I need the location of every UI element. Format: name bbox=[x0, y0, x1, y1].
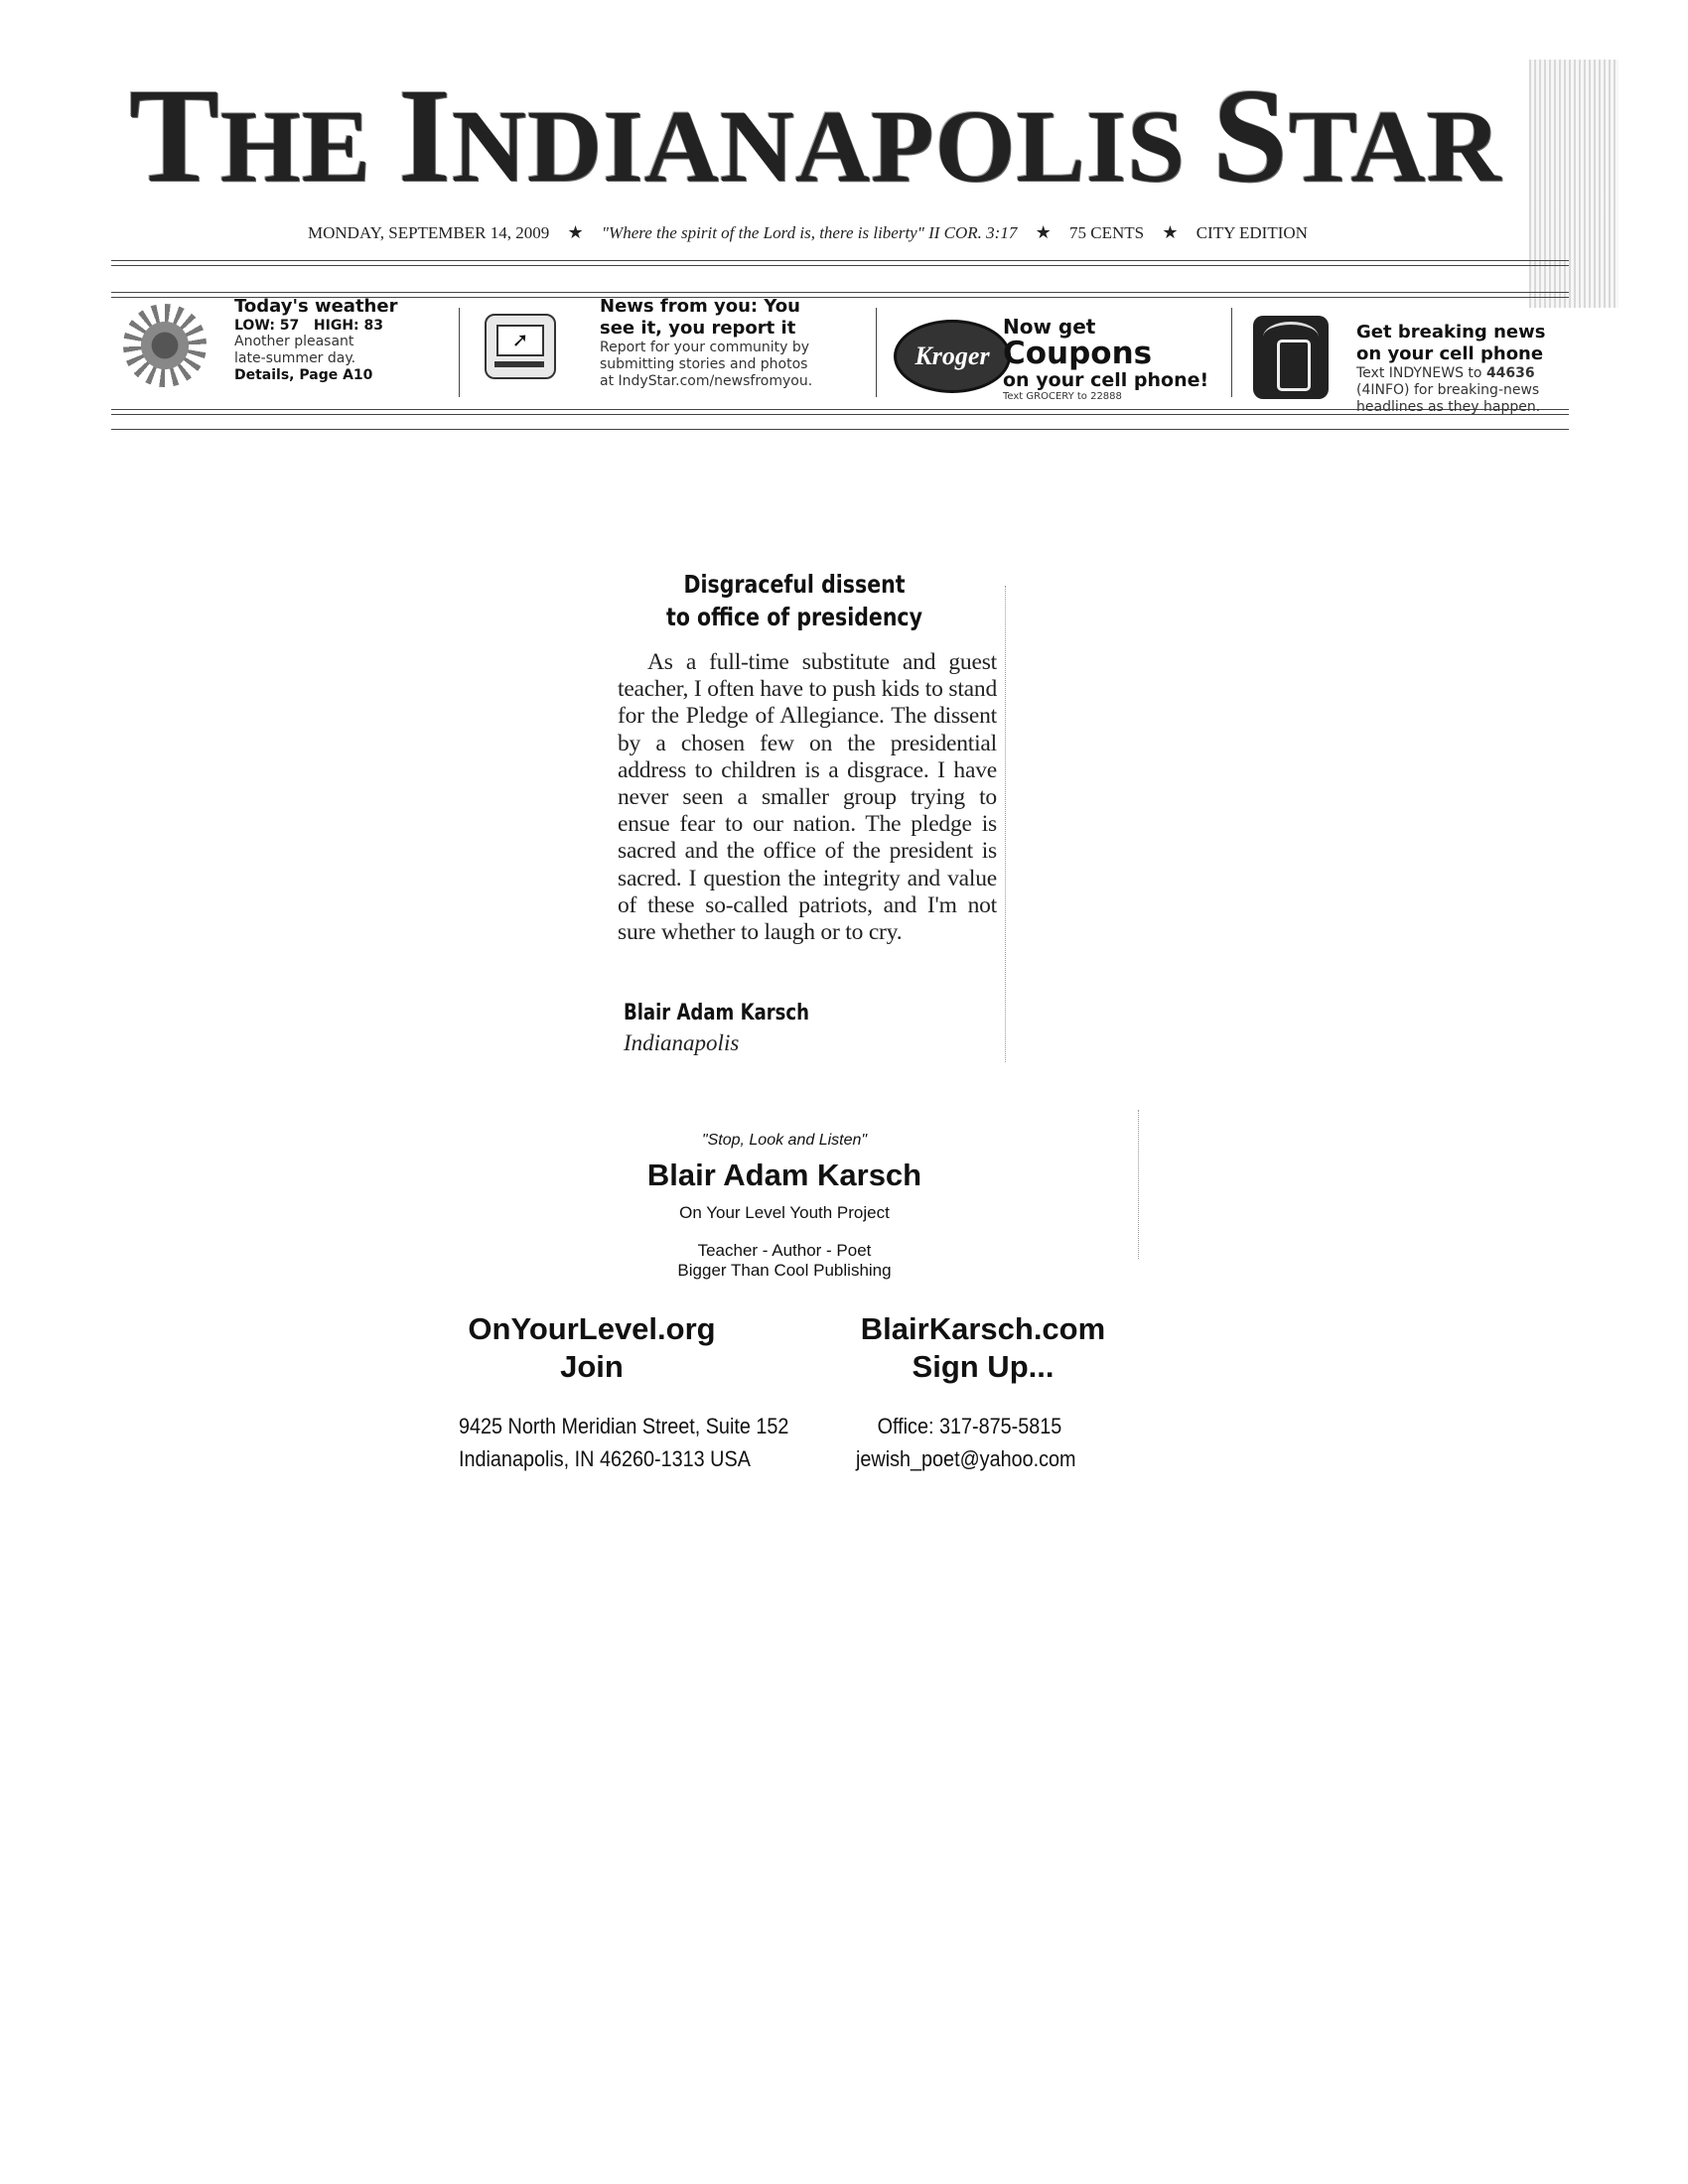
weather-details: Details, Page A10 bbox=[234, 367, 373, 383]
cell-phone-icon bbox=[1253, 316, 1329, 399]
promo-divider bbox=[459, 308, 460, 397]
edition: CITY EDITION bbox=[1196, 223, 1308, 242]
letter-body: As a full-time substitute and guest teacher, I often have to push kids to stand for the Pledge of Allegiance. The dissent by a chosen few on the presidential address to children is a disgrace. I have never seen a smaller group trying to ensue fear to our nation. The pledge is sacred and the office of the president is sacred. I question the integrity and value of these so-called patriots, and I'm not sure whether to laugh or to cry. bbox=[618, 649, 997, 946]
dateline bbox=[308, 222, 1400, 252]
kroger-logo: Kroger bbox=[894, 320, 1011, 393]
breaking-body-line2: (4INFO) for breaking-news bbox=[1356, 382, 1540, 398]
weather-promo bbox=[234, 296, 463, 407]
site-onyourlevel bbox=[393, 1310, 790, 1386]
site2-url[interactable]: BlairKarsch.com bbox=[860, 1311, 1106, 1346]
masthead-word-he: HE bbox=[219, 89, 398, 204]
weather-high: HIGH: 83 bbox=[313, 318, 384, 334]
card-address bbox=[459, 1410, 816, 1475]
card-tagline: "Stop, Look and Listen" bbox=[701, 1132, 868, 1149]
card-edge bbox=[1138, 1110, 1139, 1259]
card-roles-line: Teacher - Author - Poet bbox=[697, 1241, 872, 1260]
masthead-word-tar: TAR bbox=[1288, 89, 1502, 204]
price: 75 CENTS bbox=[1068, 223, 1145, 242]
star-separator: ★ bbox=[1162, 222, 1179, 242]
coupons-line4: Text GROCERY to 22888 bbox=[1003, 391, 1122, 402]
breaking-text-prefix: Text INDYNEWS to bbox=[1356, 365, 1486, 381]
news-title-line2: see it, you report it bbox=[600, 318, 796, 339]
news-body-line1: Report for your community by bbox=[600, 340, 810, 355]
coupons-line3: on your cell phone! bbox=[1003, 369, 1209, 391]
weather-desc-line1: Another pleasant bbox=[234, 334, 354, 349]
weather-low: LOW: 57 bbox=[234, 318, 300, 334]
card-publisher: Bigger Than Cool Publishing bbox=[677, 1261, 892, 1280]
card-name: Blair Adam Karsch bbox=[646, 1158, 922, 1192]
address-line1: 9425 North Meridian Street, Suite 152 bbox=[459, 1414, 789, 1438]
issue-date: MONDAY, SEPTEMBER 14, 2009 bbox=[308, 223, 550, 242]
email[interactable]: jewish_poet@yahoo.com bbox=[856, 1446, 1076, 1471]
address-line2: Indianapolis, IN 46260-1313 USA bbox=[459, 1446, 751, 1471]
letter-headline bbox=[639, 568, 949, 633]
breaking-body-line3: headlines as they happen. bbox=[1356, 399, 1541, 415]
masthead-initial-s: S bbox=[1212, 62, 1289, 210]
letter-city: Indianapolis bbox=[624, 1030, 740, 1055]
news-body-line3: at IndyStar.com/newsfromyou. bbox=[600, 373, 813, 389]
site2-action: Sign Up... bbox=[912, 1349, 1055, 1384]
masthead-initial-t: T bbox=[129, 62, 220, 210]
promo-rule-bottom bbox=[111, 409, 1569, 415]
masthead-rule-top bbox=[111, 260, 1569, 266]
news-body-line2: submitting stories and photos bbox=[600, 356, 808, 372]
card-roles bbox=[556, 1241, 1013, 1281]
promo-rule-base bbox=[111, 429, 1569, 430]
column-rule bbox=[1005, 586, 1006, 1062]
masthead-word-ndianapolis: NDIANAPOLIS bbox=[451, 89, 1213, 204]
office-phone: Office: 317-875-5815 bbox=[877, 1414, 1062, 1438]
breaking-title-line2: on your cell phone bbox=[1356, 343, 1544, 364]
card-contact bbox=[856, 1410, 1124, 1475]
card-project: On Your Level Youth Project bbox=[679, 1203, 890, 1222]
weather-desc-line2: late-summer day. bbox=[234, 350, 356, 366]
computer-monitor-icon bbox=[485, 314, 556, 379]
star-separator: ★ bbox=[567, 222, 584, 242]
news-title-line1: News from you: You bbox=[600, 296, 800, 317]
sun-icon bbox=[123, 304, 207, 387]
site1-url[interactable]: OnYourLevel.org bbox=[468, 1311, 716, 1346]
coupons-line2: Coupons bbox=[1003, 336, 1153, 371]
star-separator: ★ bbox=[1035, 222, 1052, 242]
breaking-title-line1: Get breaking news bbox=[1356, 322, 1546, 342]
coupons-line1: Now get bbox=[1003, 315, 1096, 339]
masthead-initial-i: I bbox=[397, 62, 452, 210]
breaking-body-line1 bbox=[1356, 365, 1585, 382]
headline-line2: to office of presidency bbox=[666, 603, 922, 631]
news-promo bbox=[600, 296, 868, 407]
promo-divider bbox=[1231, 308, 1232, 397]
weather-temps bbox=[234, 318, 463, 334]
coupons-promo bbox=[1003, 316, 1221, 427]
site-blairkarsch bbox=[784, 1310, 1182, 1386]
masthead-motto: "Where the spirit of the Lord is, there is liberty" II COR. 3:17 bbox=[601, 223, 1018, 242]
letter-author: Blair Adam Karsch bbox=[624, 1001, 809, 1025]
newspaper-masthead bbox=[129, 62, 1579, 230]
weather-title: Today's weather bbox=[234, 296, 398, 317]
headline-line1: Disgraceful dissent bbox=[683, 570, 906, 599]
site1-action: Join bbox=[560, 1349, 624, 1384]
cursor-icon: ➚ bbox=[496, 325, 544, 356]
promo-divider bbox=[876, 308, 877, 397]
shortcode: 44636 bbox=[1485, 365, 1535, 381]
breaking-news-promo bbox=[1356, 322, 1585, 433]
